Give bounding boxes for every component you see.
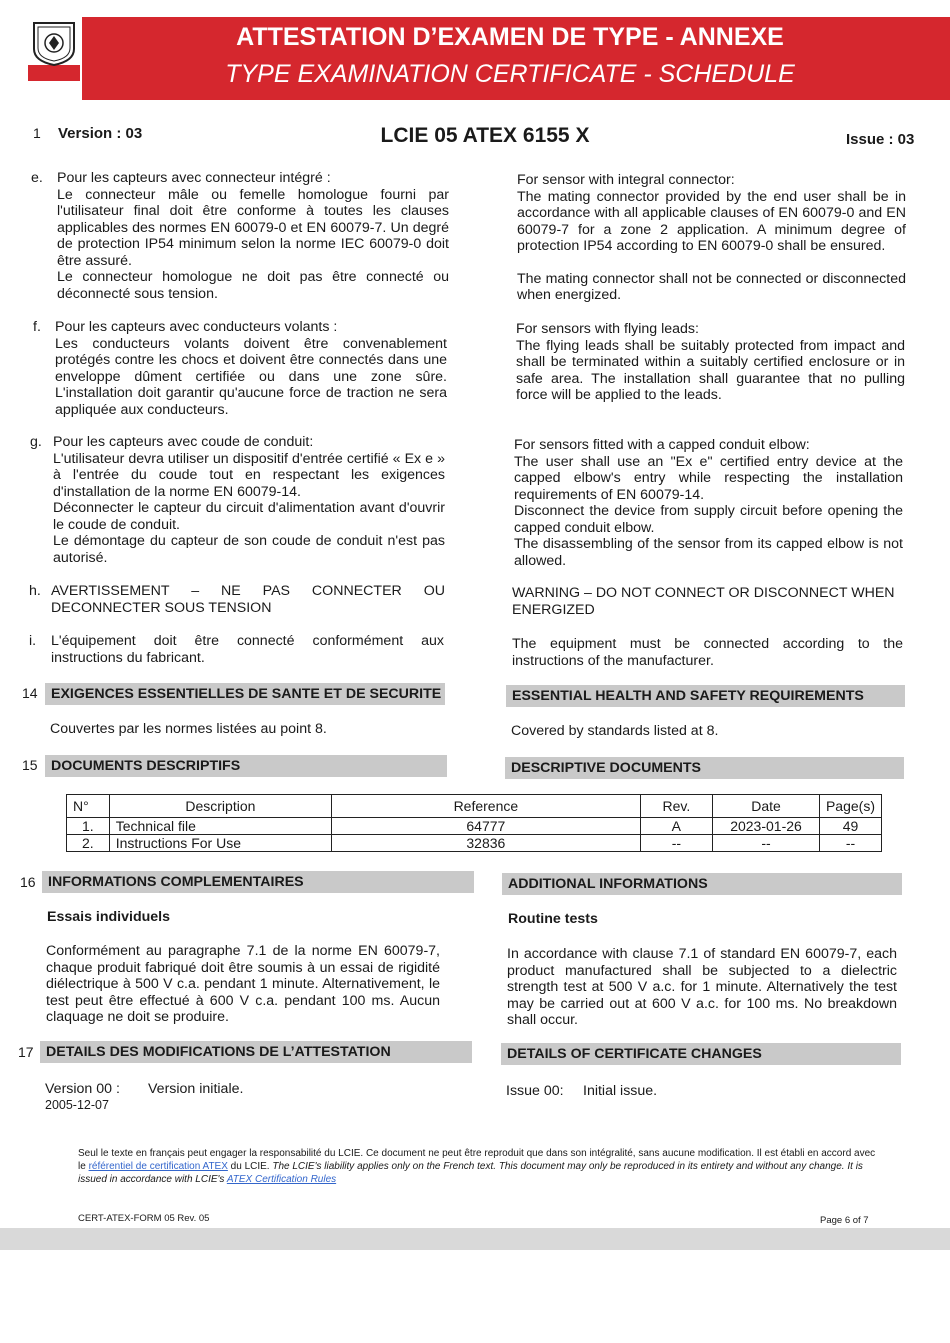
cell-description: Instructions For Use: [109, 835, 331, 852]
condition-e-fr-body2: Le connecteur homologue ne doit pas être connecté ou déconnecté sous tension.: [57, 269, 449, 302]
section-17-version-fr: Version 00 :: [45, 1081, 120, 1097]
condition-i-en: The equipment must be connected according to the instructions of the manufacturer.: [512, 636, 903, 669]
footer-disclaimer: [78, 1147, 878, 1186]
atex-certification-rules-link[interactable]: ATEX Certification Rules: [226, 1174, 337, 1185]
section-16-header-en: ADDITIONAL INFORMATIONS: [502, 873, 902, 895]
section-17-header-fr: DETAILS DES MODIFICATIONS DE L’ATTESTATION: [40, 1041, 472, 1063]
cell-reference: 32836: [332, 835, 641, 852]
section-16-subtitle-fr: Essais individuels: [47, 909, 171, 925]
section-17-date-fr: 2005-12-07: [45, 1098, 109, 1112]
footer-form-reference: CERT-ATEX-FORM 05 Rev. 05: [78, 1213, 210, 1224]
condition-e-fr-title: Pour les capteurs avec connecteur intégré :: [57, 170, 331, 186]
condition-e-en-title: For sensor with integral connector:: [517, 172, 735, 188]
cell-number: 2.: [67, 835, 110, 852]
condition-f-en: [516, 321, 905, 404]
condition-g-en: [514, 437, 903, 569]
descriptive-documents-table: [66, 794, 882, 852]
col-header-number: N°: [67, 795, 110, 818]
condition-f-fr: [55, 319, 447, 418]
condition-f-fr-body: Les conducteurs volants doivent être convenablement protégés contre les chocs et doivent être connectés dans une enveloppe dûment certifiée ou dans une zone sûre. L'installation doit garantir qu'aucune force de traction ne sera appliquée aux conducteurs.: [55, 335, 447, 418]
condition-g-fr: [53, 434, 445, 566]
condition-letter-i: i.: [29, 633, 37, 649]
condition-e-en: [517, 172, 906, 304]
header-title-fr: ATTESTATION D’EXAMEN DE TYPE - ANNEXE: [236, 23, 784, 51]
section-16-header-fr: INFORMATIONS COMPLEMENTAIRES: [42, 871, 474, 893]
condition-h-fr: AVERTISSEMENT – NE PAS CONNECTER OU DECONNECTER SOUS TENSION: [51, 583, 445, 616]
cell-reference: 64777: [332, 818, 641, 835]
section-15-header-en: DESCRIPTIVE DOCUMENTS: [505, 757, 904, 779]
condition-g-fr-body1: L'utilisateur devra utiliser un dispositif d'entrée certifié « Ex e » à l'entrée du coude tout en respectant les exigences d'installation de la norme EN 60079-14.: [53, 450, 445, 500]
cell-pages: 49: [819, 818, 881, 835]
footer-text-fr-end: du LCIE.: [227, 1161, 273, 1172]
condition-g-fr-title: Pour les capteurs avec coude de conduit:: [53, 434, 314, 450]
cell-date: --: [713, 835, 820, 852]
section-16-number: 16: [20, 874, 36, 890]
condition-g-en-title: For sensors fitted with a capped conduit elbow:: [514, 437, 810, 453]
bureau-veritas-logo: [28, 19, 80, 83]
section-15-header-fr: DOCUMENTS DESCRIPTIFS: [45, 755, 447, 777]
condition-letter-f: f.: [33, 319, 41, 335]
table-row: [67, 835, 882, 852]
col-header-description: Description: [109, 795, 331, 818]
section-17-issue-en: Issue 00:: [506, 1083, 564, 1099]
condition-g-en-body2: Disconnect the device from supply circuit before opening the capped conduit elbow.: [514, 503, 903, 536]
condition-i-fr: L'équipement doit être connecté conformément aux instructions du fabricant.: [51, 633, 444, 666]
condition-e-fr-body1: Le connecteur mâle ou femelle homologue fourni par l'utilisateur final doit être conforme à toutes les clauses applicables des normes EN 60079-0 et EN 60079-7. Un degré de protection IP54 minimum selon la norme IEC 60079-0 doit être assuré.: [57, 186, 449, 269]
section-17-number: 17: [18, 1044, 34, 1060]
certificate-number: LCIE 05 ATEX 6155 X: [380, 124, 590, 147]
cell-number: 1.: [67, 818, 110, 835]
cell-pages: --: [819, 835, 881, 852]
col-header-date: Date: [713, 795, 820, 818]
footer-band: [0, 1228, 950, 1250]
cell-rev: --: [640, 835, 712, 852]
footer-page-number: Page 6 of 7: [820, 1215, 869, 1226]
section-14-number: 14: [22, 685, 38, 701]
section-14-body-en: Covered by standards listed at 8.: [511, 723, 719, 739]
condition-e-en-body1: The mating connector provided by the end user shall be in accordance with all applicable clauses of EN 60079-0 and EN 60079-7 for a zone 2 application. A minimum degree of protection IP54 according to EN 60079-0 shall be ensured.: [517, 188, 906, 254]
condition-e-en-body2: The mating connector shall not be connected or disconnected when energized.: [517, 270, 906, 303]
section-17-desc-fr: Version initiale.: [148, 1081, 244, 1097]
condition-g-en-body3: The disassembling of the sensor from its capped elbow is not allowed.: [514, 536, 903, 569]
table-row: [67, 818, 882, 835]
condition-letter-e: e.: [31, 170, 43, 186]
section-14-header-fr: EXIGENCES ESSENTIELLES DE SANTE ET DE SECURITE: [45, 683, 445, 705]
section-15-number: 15: [22, 757, 38, 773]
cell-date: 2023-01-26: [713, 818, 820, 835]
section-17-header-en: DETAILS OF CERTIFICATE CHANGES: [501, 1043, 901, 1065]
section-14-body-fr: Couvertes par les normes listées au point 8.: [50, 721, 327, 737]
table-header-row: [67, 795, 882, 818]
footer-text-en: The LCIE's liability applies only on the French text. This document may only be reproduced in its entirety and without any change. It is issued in accordance with LCIE's: [78, 1161, 863, 1185]
cell-rev: A: [640, 818, 712, 835]
section-17-desc-en: Initial issue.: [583, 1083, 658, 1099]
line-number: 1: [33, 125, 41, 141]
issue-label: Issue : 03: [846, 131, 915, 148]
condition-f-fr-title: Pour les capteurs avec conducteurs volants :: [55, 319, 338, 335]
condition-f-en-title: For sensors with flying leads:: [516, 321, 699, 337]
col-header-rev: Rev.: [640, 795, 712, 818]
col-header-reference: Reference: [332, 795, 641, 818]
atex-certification-link-fr[interactable]: référentiel de certification ATEX: [88, 1161, 228, 1172]
condition-letter-g: g.: [30, 434, 42, 450]
section-16-body-fr: Conformément au paragraphe 7.1 de la norme EN 60079-7, chaque produit fabriqué doit être soumis à un essai de rigidité diélectrique à 500 V c.a. pendant 1 minute. Alternativement, le test peut être effectué à 600 V c.a. pendant 100 ms. Aucun claquage ne doit se produire.: [46, 943, 440, 1025]
condition-f-en-body: The flying leads shall be suitably protected from impact and shall be terminated within a suitably certified enclosure or in safe area. The installation shall guarantee that no pulling force will be applied to the leads.: [516, 337, 905, 403]
condition-g-fr-body2: Déconnecter le capteur du circuit d'alimentation avant d'ouvrir le coude de conduit.: [53, 500, 445, 533]
section-14-header-en: ESSENTIAL HEALTH AND SAFETY REQUIREMENTS: [506, 685, 905, 707]
version-label: Version : 03: [58, 125, 143, 142]
col-header-pages: Page(s): [819, 795, 881, 818]
cell-description: Technical file: [109, 818, 331, 835]
condition-letter-h: h.: [29, 583, 41, 599]
header-title-en: TYPE EXAMINATION CERTIFICATE - SCHEDULE: [225, 60, 795, 88]
condition-h-en: WARNING – DO NOT CONNECT OR DISCONNECT WHEN ENERGIZED: [512, 585, 895, 618]
section-16-subtitle-en: Routine tests: [508, 911, 598, 927]
condition-g-en-body1: The user shall use an "Ex e" certified entry device at the capped elbow's entry while respecting the installation requirements of EN 60079-14.: [514, 453, 903, 503]
section-16-body-en: In accordance with clause 7.1 of standard EN 60079-7, each product manufactured shall be subjected to a dielectric strength test at 500 V a.c. for 1 minute. Alternatively the test may be carried out at 600 V a.c. for 100 ms. No breakdown shall occur.: [507, 946, 897, 1028]
footer-text-fr: Seul le texte en français peut engager la responsabilité du LCIE. Ce document ne peut être reproduit que dans son intégralité, sans aucune modification. Il est établi en accord avec le: [78, 1148, 876, 1172]
condition-g-fr-body3: Le démontage du capteur de son coude de conduit n'est pas autorisé.: [53, 533, 445, 566]
condition-e-fr: [57, 170, 449, 302]
